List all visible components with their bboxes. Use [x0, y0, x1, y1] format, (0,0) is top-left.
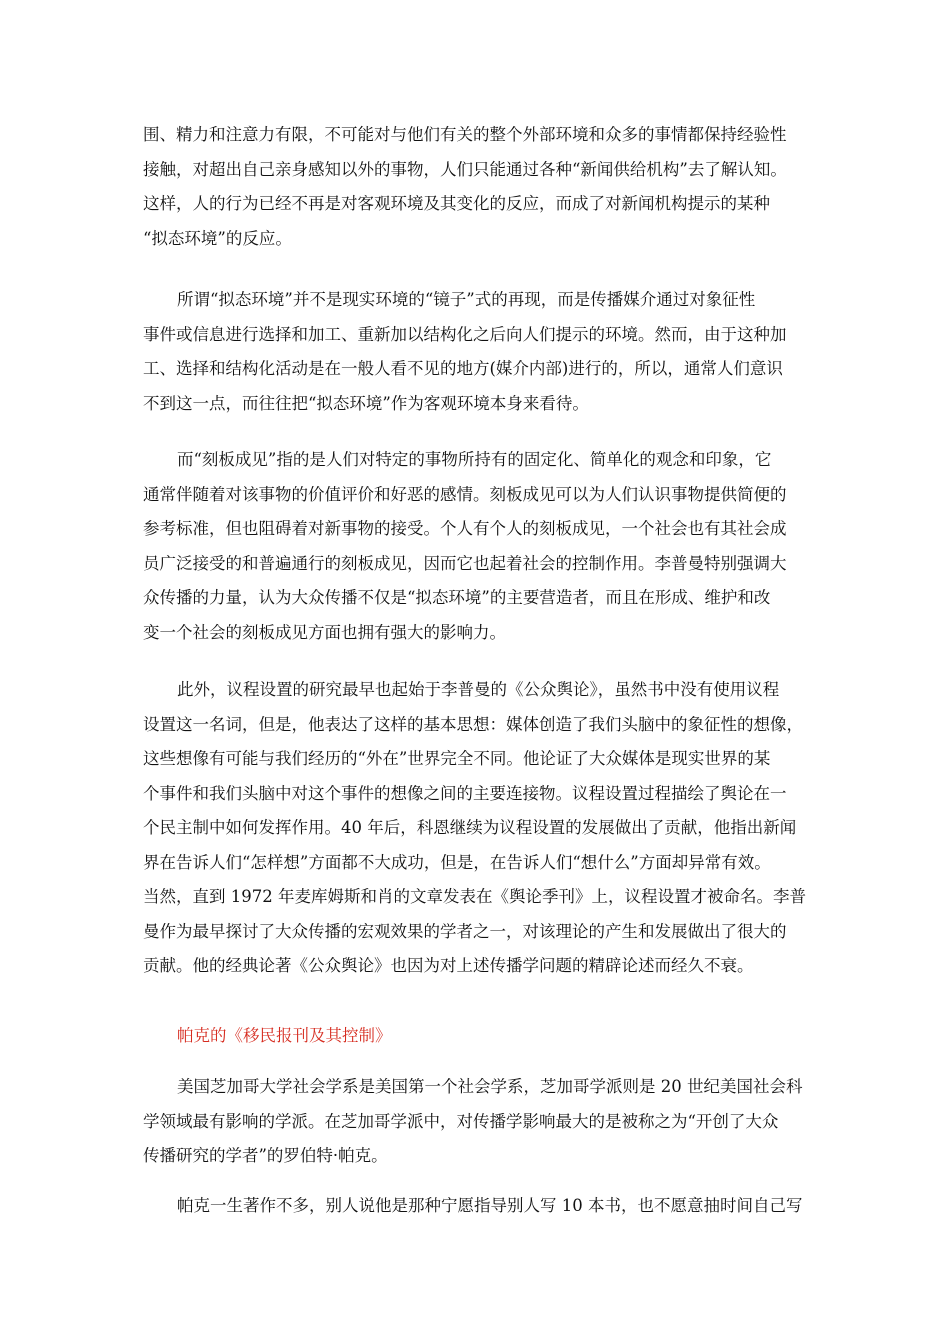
paragraph-5 [143, 1070, 811, 1174]
text-line: 工、选择和结构化活动是在一般人看不见的地方(媒介内部)进行的，所以，通常人们意识 [143, 359, 783, 378]
text-line: 个民主制中如何发挥作用。40 年后，科恩继续为议程设置的发展做出了贡献，他指出新闻 [143, 818, 797, 837]
text-line: 个事件和我们头脑中对这个事件的想像之间的主要连接物。议程设置过程描绘了舆论在一 [143, 783, 787, 803]
text-line: 变一个社会的刻板成见方面也拥有强大的影响力。 [143, 622, 506, 642]
text-line: 设置这一名词，但是，他表达了这样的基本思想：媒体创造了我们头脑中的象征性的想像， [143, 714, 803, 734]
text-line: 所谓“拟态环境”并不是现实环境的“镜子”式的再现，而是传播媒介通过对象征性 [177, 290, 756, 309]
text-line: 曼作为最早探讨了大众传播的宏观效果的学者之一，对该理论的产生和发展做出了很大的 [143, 921, 787, 941]
paragraph-4 [143, 673, 811, 984]
text-line: 而“刻板成见”指的是人们对特定的事物所持有的固定化、简单化的观念和印象，它 [177, 450, 772, 469]
text-line: 围、精力和注意力有限，不可能对与他们有关的整个外部环境和众多的事情都保持经验性 [143, 125, 787, 144]
text-line: 参考标准，但也阻碍着对新事物的接受。个人有个人的刻板成见，一个社会也有其社会成 [143, 519, 787, 538]
paragraph-6 [143, 1189, 811, 1224]
text-line: 传播研究的学者”的罗伯特·帕克。 [143, 1146, 388, 1165]
text-line: 学领域最有影响的学派。在芝加哥学派中，对传播学影响最大的是被称之为“开创了大众 [143, 1111, 779, 1131]
text-line: 帕克一生著作不多，别人说他是那种宁愿指导别人写 10 本书，也不愿意抽时间自己写 [177, 1196, 803, 1215]
text-line: 当然，直到 1972 年麦库姆斯和肖的文章发表在《舆论季刊》上，议程设置才被命名。李普 [143, 887, 806, 906]
text-line: 事件或信息进行选择和加工、重新加以结构化之后向人们提示的环境。然而，由于这种加 [143, 324, 787, 344]
paragraph-2 [143, 283, 811, 421]
text-line: 通常伴随着对该事物的价值评价和好恶的感情。刻板成见可以为人们认识事物提供简便的 [143, 484, 787, 504]
text-line: 贡献。他的经典论著《公众舆论》也因为对上述传播学问题的精辟论述而经久不衰。 [143, 956, 754, 975]
text-line: 员广泛接受的和普遍通行的刻板成见，因而它也起着社会的控制作用。李普曼特别强调大 [143, 553, 787, 573]
text-line: 界在告诉人们“怎样想”方面都不大成功，但是，在告诉人们“想什么”方面却异常有效。 [143, 852, 771, 872]
text-line: 众传播的力量，认为大众传播不仅是“拟态环境”的主要营造者，而且在形成、维护和改 [143, 588, 771, 607]
text-line: 美国芝加哥大学社会学系是美国第一个社会学系，芝加哥学派则是 20 世纪美国社会科 [177, 1077, 803, 1096]
text-line: 接触，对超出自己亲身感知以外的事物，人们只能通过各种“新闻供给机构”去了解认知。 [143, 159, 787, 179]
paragraph-1 [143, 118, 811, 256]
text-line: 此外，议程设置的研究最早也起始于李普曼的《公众舆论》，虽然书中没有使用议程 [177, 680, 780, 699]
text-line: 不到这一点，而往往把“拟态环境”作为客观环境本身来看待。 [143, 393, 589, 413]
text-line: “拟态环境”的反应。 [143, 228, 292, 248]
text-line: 这些想像有可能与我们经历的“外在”世界完全不同。他论证了大众媒体是现实世界的某 [143, 749, 771, 768]
paragraph-3 [143, 443, 811, 650]
text-line: 这样，人的行为已经不再是对客观环境及其变化的反应，而成了对新闻机构提示的某种 [143, 194, 770, 213]
section-heading: 帕克的《移民报刊及其控制》 [177, 1026, 392, 1045]
